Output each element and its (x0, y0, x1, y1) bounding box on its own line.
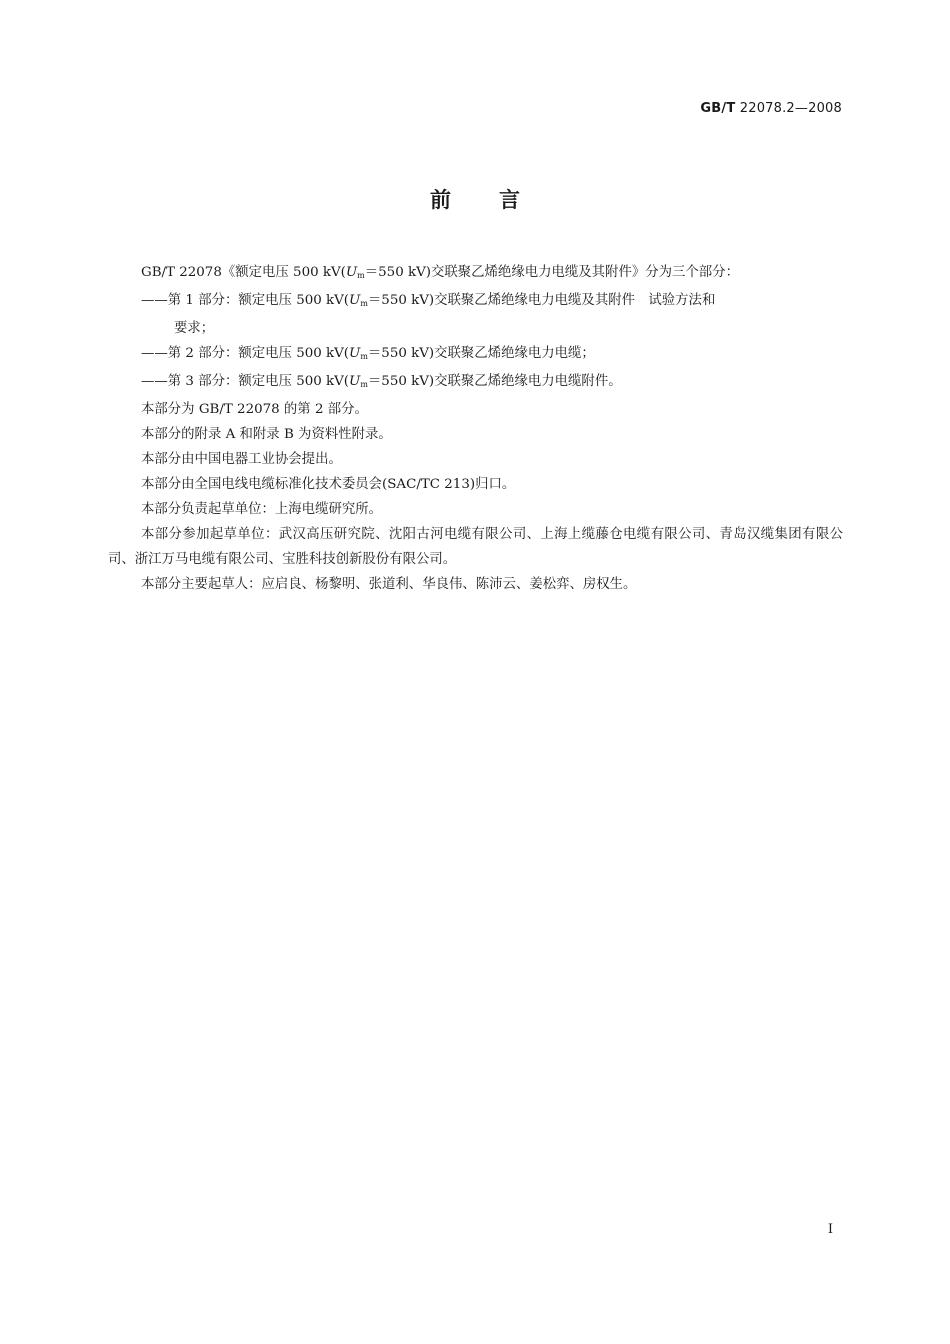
paragraph-proposer: 本部分由中国电器工业协会提出。 (141, 452, 342, 467)
page-number: I (827, 1222, 833, 1237)
paragraph-annexes: 本部分的附录 A 和附录 B 为资料性附录。 (141, 427, 392, 442)
part-1-text: ＝550 kV)交联聚乙烯绝缘电力电缆及其附件 试验方法和 (367, 293, 716, 308)
part-1-prefix: ——第 1 部分：额定电压 500 kV( (141, 293, 350, 308)
paragraph-committee: 本部分由全国电线电缆标准化技术委员会(SAC/TC 213)归口。 (141, 477, 516, 492)
part-1-continuation: 要求； (174, 321, 215, 336)
paragraph-participating-drafters: 本部分参加起草单位：武汉高压研究院、沈阳古河电缆有限公司、上海上缆藤仓电缆有限公司、青岛汉缆集团有限公司、浙江万马电缆有限公司、宝胜科技创新股份有限公司。 (108, 527, 843, 567)
paragraph-lead-drafter: 本部分负责起草单位：上海电缆研究所。 (141, 502, 383, 517)
intro-text-after: ＝550 kV)交联聚乙烯绝缘电力电缆及其附件》分为三个部分： (364, 265, 739, 280)
part-item-1 (108, 288, 843, 341)
intro-voltage-symbol: U (345, 265, 358, 280)
intro-paragraph (108, 260, 843, 288)
part-3-voltage-symbol: U (349, 374, 361, 389)
part-item-2 (108, 341, 843, 369)
part-1-voltage-subscript: m (360, 299, 368, 308)
part-2-text: ＝550 kV)交联聚乙烯绝缘电力电缆； (367, 346, 595, 361)
intro-voltage-subscript: m (357, 271, 365, 280)
intro-text-before: GB/T 22078《额定电压 500 kV( (141, 265, 346, 280)
part-2-voltage-symbol: U (349, 346, 361, 361)
part-3-voltage-subscript: m (360, 380, 368, 389)
paragraph-part-scope: 本部分为 GB/T 22078 的第 2 部分。 (141, 402, 368, 417)
paragraph-main-drafters: 本部分主要起草人：应启良、杨黎明、张道利、华良伟、陈沛云、姜松弈、房权生。 (141, 577, 637, 592)
page-title: 前言 (430, 188, 568, 212)
standard-code-number: 22078.2—2008 (739, 101, 842, 116)
part-3-text: ＝550 kV)交联聚乙烯绝缘电力电缆附件。 (367, 374, 622, 389)
part-2-prefix: ——第 2 部分：额定电压 500 kV( (141, 346, 350, 361)
part-2-voltage-subscript: m (360, 352, 368, 361)
foreword-body (108, 260, 843, 597)
standard-number (700, 101, 842, 116)
part-1-voltage-symbol: U (349, 293, 361, 308)
standard-code-prefix: GB/T (700, 101, 736, 116)
part-3-prefix: ——第 3 部分：额定电压 500 kV( (141, 374, 350, 389)
part-item-3 (108, 369, 843, 397)
